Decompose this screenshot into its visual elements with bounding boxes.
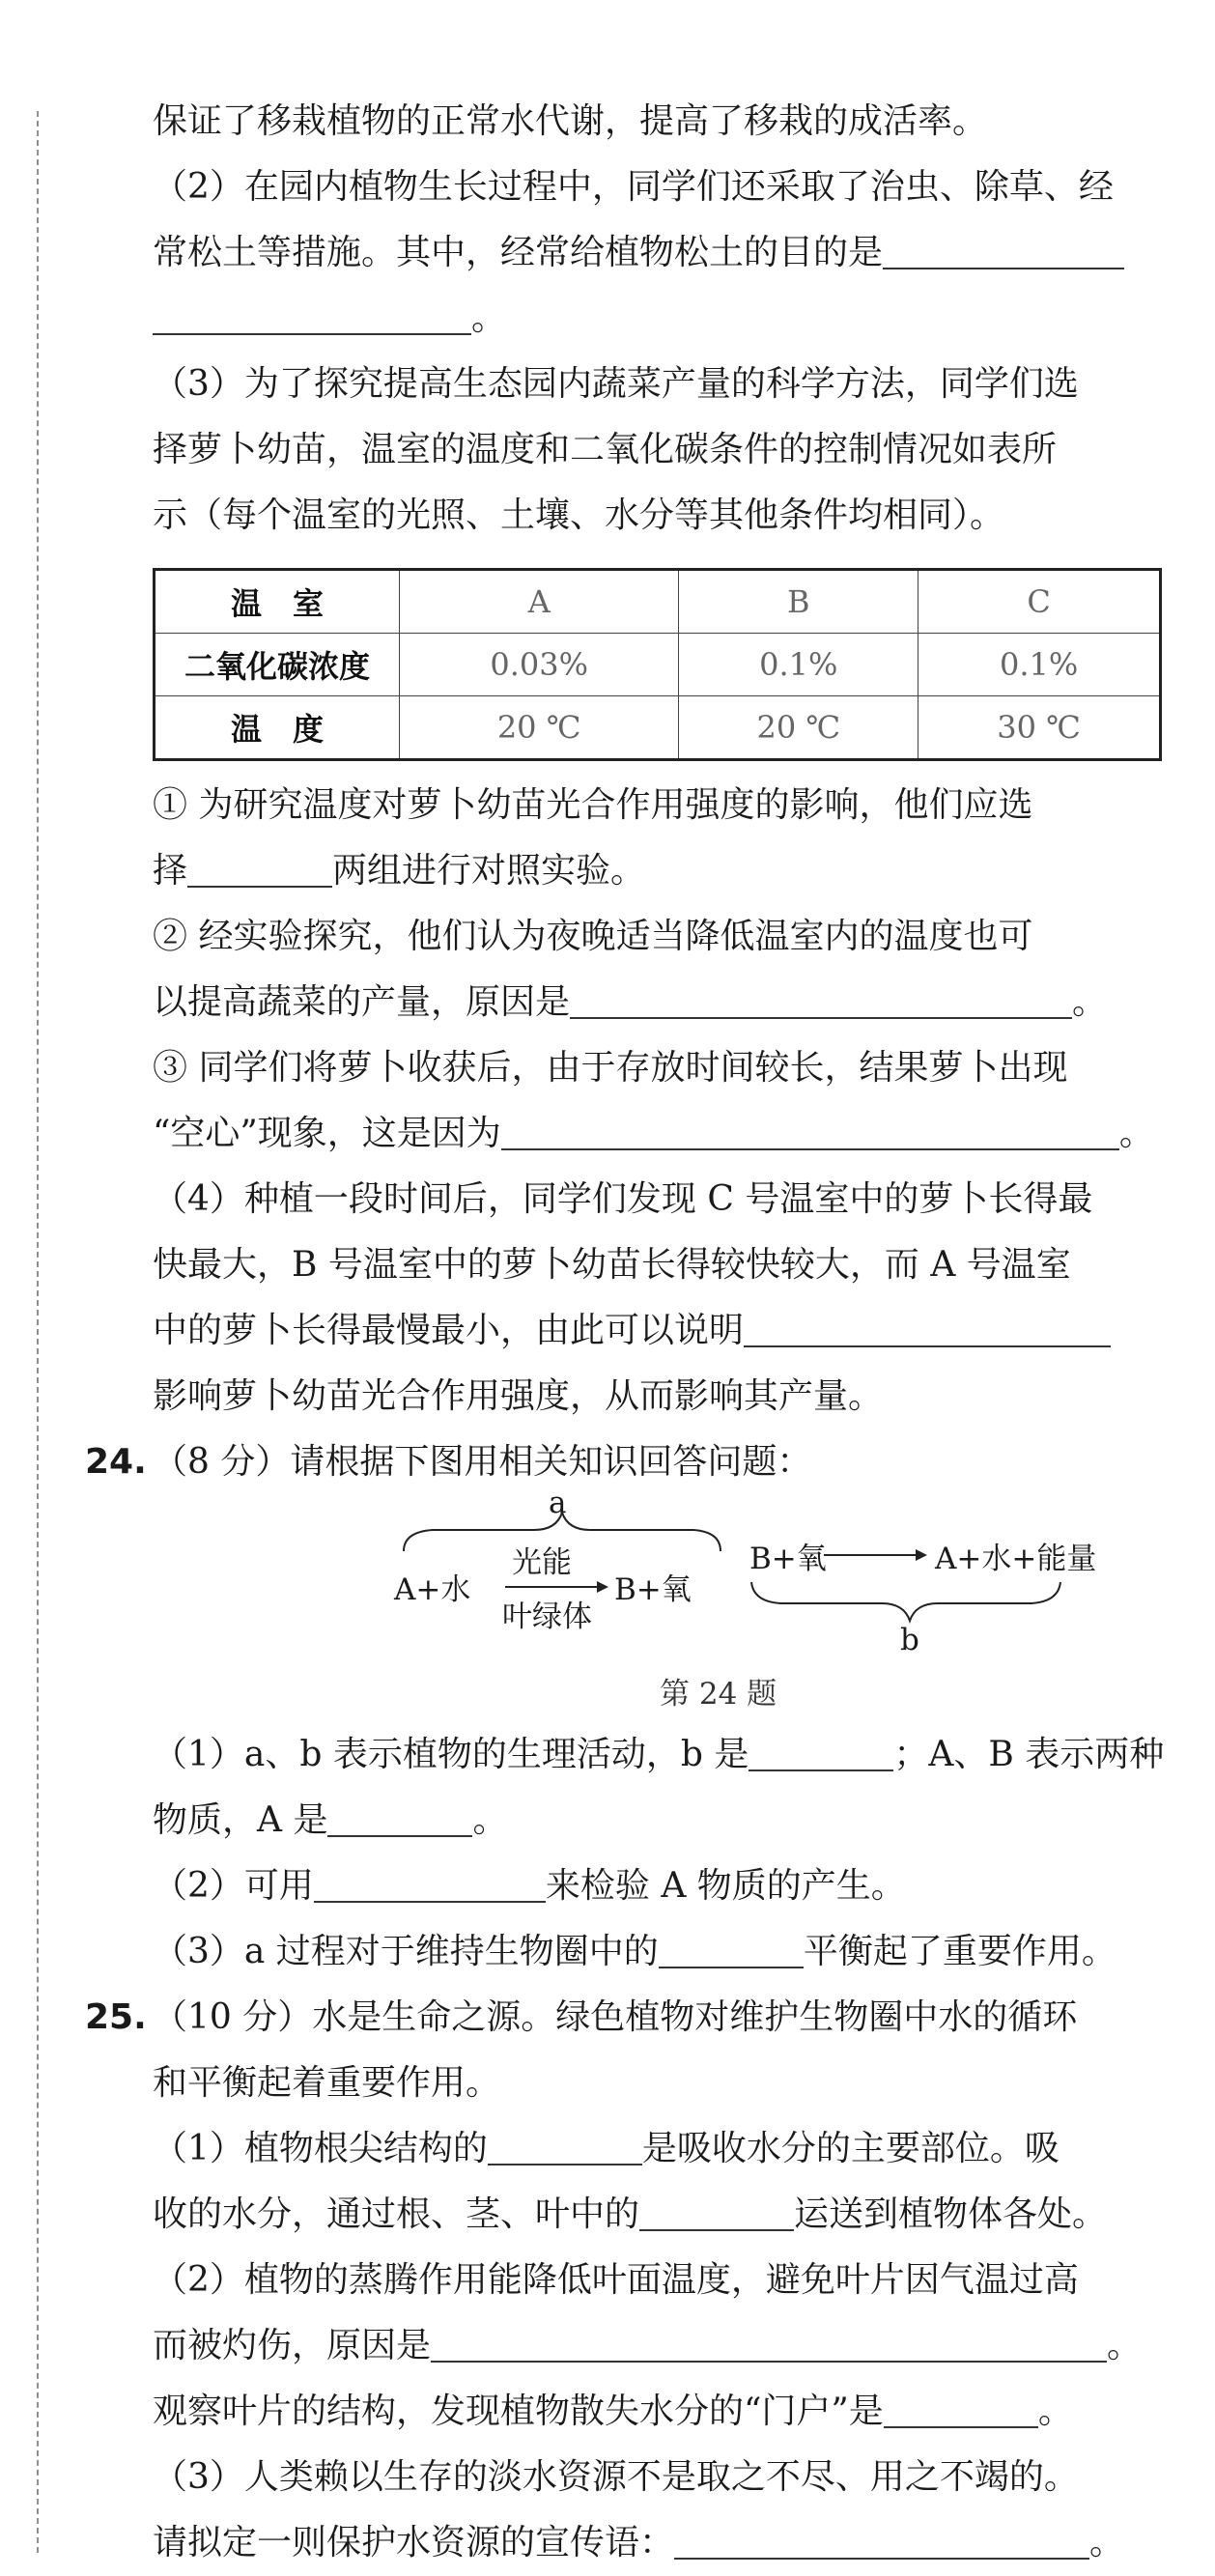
text-line [85,1364,1162,1430]
text-line [85,352,1162,417]
table-header-cell: 温 度 [155,696,400,760]
text: （2）可用 [153,1866,314,1906]
table-row [155,696,1161,760]
text-line [85,220,1162,286]
photosynthesis-respiration-diagram [394,1486,1097,1722]
figure-caption: 第 24 题 [660,1677,777,1712]
text: 以提高蔬菜的产量，原因是 [153,982,571,1022]
table-cell: A [400,570,679,634]
text-line [85,1167,1162,1232]
text: 。 [1089,2523,1125,2562]
text: 快最大，B 号温室中的萝卜幼苗长得较快较大，而 A 号温室 [153,1245,1071,1285]
products-label: B+氧 [614,1572,692,1607]
text: （1）a、b 表示植物的生理活动，b 是 [153,1735,749,1774]
text: 常松土等措施。其中，经常给植物松土的目的是 [153,233,884,272]
text-line [85,89,1162,155]
answer-blank[interactable] [674,2519,1089,2560]
respiration-reactants-label: B+氧 [749,1542,827,1576]
condition-label: 光能 [512,1545,572,1580]
answer-blank[interactable] [639,2191,794,2231]
table-cell: 0.1% [679,634,918,696]
binding-margin-line [37,111,39,2553]
text-line [85,1919,1162,1985]
text: 。 [472,1800,508,1840]
text: （1）植物根尖结构的 [153,2129,488,2168]
text: ③ 同学们将萝卜收获后，由于存放时间较长，结果萝卜出现 [153,1048,1068,1088]
text: （2）在园内植物生长过程中，同学们还采取了治虫、除草、经 [153,167,1114,207]
label-a: a [549,1486,567,1520]
text-line [85,2379,1162,2445]
text: （3）a 过程对于维持生物圈中的 [153,1932,659,1971]
text: 中的萝卜长得最慢最小，由此可以说明 [153,1311,745,1350]
question-number: 24. [85,1442,147,1482]
text: 收的水分，通过根、茎、叶中的 [153,2194,640,2234]
table-cell: 30 ℃ [918,696,1161,760]
question-24-header [85,1430,1162,1495]
text-line [85,2510,1162,2576]
text-line [85,286,1162,352]
text: 保证了移栽植物的正常水代谢，提高了移栽的成活率。 [153,101,988,141]
text-line [85,1722,1165,1788]
text: 。 [1072,982,1108,1022]
text: 来检验 A 物质的产生。 [545,1866,906,1906]
answer-blank[interactable] [153,295,471,335]
text-line [85,1232,1162,1298]
text-line [85,1101,1162,1167]
text: 是吸收水分的主要部位。吸 [641,2129,1060,2168]
answer-blank[interactable] [488,2125,642,2166]
text: ① 为研究温度对萝卜幼苗光合作用强度的影响，他们应选 [153,785,1033,825]
table-cell: 20 ℃ [400,696,679,760]
text: 运送到植物体各处。 [794,2194,1108,2234]
text: （10 分）水是生命之源。绿色植物对维护生物圈中水的循环 [153,1997,1078,2037]
text: 择 [153,851,188,891]
answer-blank[interactable] [883,229,1124,269]
text: ② 经实验探究，他们认为夜晚适当降低温室内的温度也可 [153,917,1033,956]
answer-blank[interactable] [884,2388,1038,2428]
text-line [85,2051,1162,2116]
text-line [85,483,1162,549]
text: 影响萝卜幼苗光合作用强度，从而影响其产量。 [153,1376,884,1416]
text: 。 [1107,2326,1143,2365]
respiration-products-label: A+水+能量 [935,1542,1097,1576]
text-line [85,417,1162,483]
text: （3）人类赖以生存的淡水资源不是取之不尽、用之不竭的。 [153,2457,1079,2497]
answer-blank[interactable] [501,1110,1119,1150]
table-header-cell: 二氧化碳浓度 [155,634,400,696]
text: 择萝卜幼苗，温室的温度和二氧化碳条件的控制情况如表所 [153,430,1058,469]
table-cell: 0.03% [400,634,679,696]
text: 而被灼伤，原因是 [153,2326,432,2365]
table-cell: 0.1% [918,634,1161,696]
text: 和平衡起着重要作用。 [153,2063,501,2103]
answer-blank[interactable] [570,978,1072,1019]
question-number: 25. [85,1997,147,2037]
text-line [85,904,1162,970]
text: “空心”现象，这是因为 [153,1114,501,1153]
text-line [85,2445,1162,2510]
answer-blank[interactable] [327,1797,472,1837]
text: 物质，A 是 [153,1800,328,1840]
arrow-head [597,1581,608,1593]
text: （2）植物的蒸腾作用能降低叶面温度，避免叶片因气温过高 [153,2260,1079,2300]
answer-blank[interactable] [659,1928,804,1968]
text: ；A、B 表示两种 [893,1735,1165,1774]
text-line [85,970,1162,1035]
answer-blank[interactable] [187,847,332,888]
table-cell: 20 ℃ [679,696,918,760]
answer-blank[interactable] [744,1307,1111,1347]
answer-blank[interactable] [749,1731,893,1771]
table-row [155,570,1161,634]
text: 平衡起了重要作用。 [803,1932,1116,1971]
text-line [85,2182,1162,2248]
reactants-label: A+水 [394,1572,471,1607]
text-line [85,155,1162,220]
text-line [85,1854,1162,1919]
text: （4）种植一段时间后，同学们发现 C 号温室中的萝卜长得最 [153,1179,1093,1219]
table-cell: B [679,570,918,634]
label-b: b [900,1623,919,1657]
greenhouse-conditions-table [153,568,1162,761]
text: 。 [1037,2392,1073,2431]
text: 示（每个温室的光照、土壤、水分等其他条件均相同）。 [153,495,1005,535]
brace-b [751,1582,1060,1621]
text: 。 [1118,1114,1154,1153]
text: 请拟定一则保护水资源的宣传语： [153,2523,675,2562]
answer-blank[interactable] [314,1862,546,1903]
text-line [85,1788,1162,1854]
text: 观察叶片的结构，发现植物散失水分的“门户”是 [153,2392,884,2431]
arrow-head [916,1549,927,1561]
table-cell: C [918,570,1161,634]
table-header-cell: 温 室 [155,570,400,634]
text-line [85,838,1162,904]
worksheet-page [85,89,1165,2576]
answer-blank[interactable] [431,2322,1107,2363]
table-row [155,634,1161,696]
text-line [85,1298,1162,1364]
site-label: 叶绿体 [502,1599,592,1634]
question-25-header [85,1985,1162,2051]
text-line [85,773,1162,838]
text: （3）为了探究提高生态园内蔬菜产量的科学方法，同学们选 [153,364,1079,404]
text-line [85,2248,1162,2313]
text: 两组进行对照实验。 [332,851,646,891]
text-line [85,1035,1162,1101]
text: 。 [471,298,507,338]
text-line [85,2313,1162,2379]
text: （8 分）请根据下图用相关知识回答问题： [153,1442,812,1482]
text-line [85,2116,1162,2182]
